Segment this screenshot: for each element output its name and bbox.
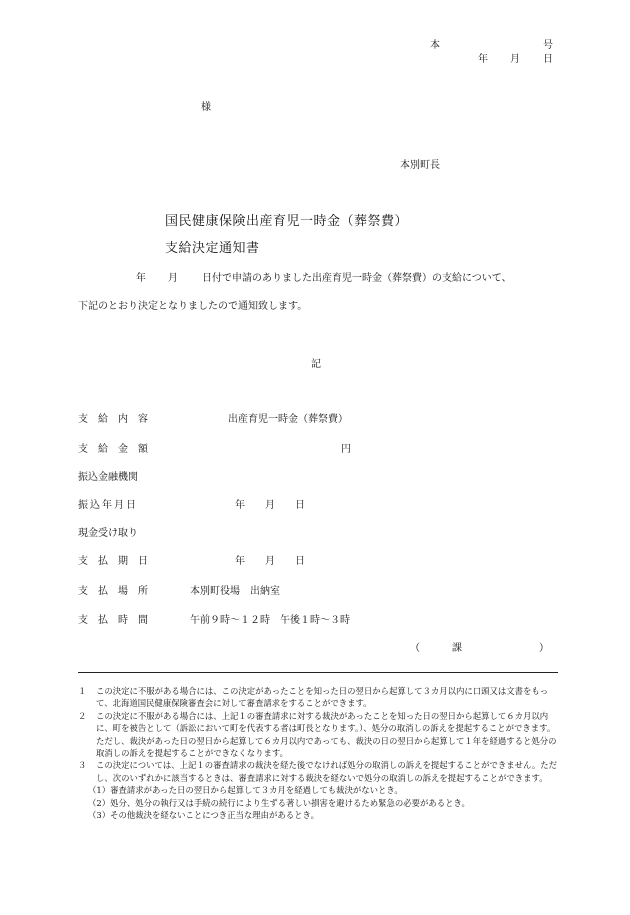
row-label-payment-due: 支 払 期 日 [78, 556, 148, 567]
document-title: 国民健康保険出産育児一時金（葬祭費） [165, 214, 409, 229]
subnote-item [78, 809, 562, 821]
date-year-label: 年 [478, 54, 488, 65]
note-item [78, 685, 562, 710]
row-label-cash: 現金受け取り [78, 528, 138, 539]
date-month-label: 月 [510, 54, 520, 65]
row-value-content: 出産育児一時金（葬祭費） [228, 414, 348, 425]
recipient-honorific: 様 [201, 102, 211, 113]
row-label-amount: 支 給 金 額 [78, 444, 148, 455]
note-number: １ [78, 686, 87, 696]
note-number: ２ [78, 710, 87, 721]
subnote-number: （3） [88, 810, 111, 821]
subnote-number: （1） [88, 785, 111, 796]
row-value-payment-place: 本別町役場 出納室 [190, 586, 280, 597]
row-value-payment-time: 午前９時～１２時 午後１時～３時 [190, 615, 350, 626]
subnote-item [78, 784, 562, 796]
subnote-text: 審査請求があった日の翌日から起算して３カ月を経過しても裁決がないとき。 [110, 785, 403, 796]
notes-section [78, 685, 562, 821]
document-number-suffix: 号 [543, 40, 553, 51]
ki-marker: 記 [311, 359, 321, 370]
sender-name: 本別町長 [400, 160, 440, 171]
subnote-text: その他裁決を経ないことにつき正当な理由があるとき。 [110, 810, 319, 821]
note-item [78, 759, 562, 784]
document-subtitle: 支給決定通知書 [165, 241, 260, 256]
subnote-item [78, 797, 562, 809]
row-value-amount: 円 [341, 444, 351, 455]
subnote-number: （2） [88, 797, 111, 808]
section-ka: 課 [452, 643, 462, 654]
row-label-payment-place: 支 払 場 所 [78, 586, 148, 597]
note-text: この決定に不服がある場合には、上記１の審査請求に対する裁決があったことを知った日の翌日から起算して６カ月以内に、町を被告として（訴訟において町を代表する者は町長となります。）、処分の取消しの訴えを提起することができます。ただし、裁決があった日の翌日から起算して６カ月以内であっても、裁決の日の翌日から起算して１年を経過すると処分の取消しの訴えを提起することができなくなります。 [96, 710, 557, 759]
intro-year: 年 [136, 273, 146, 284]
section-open-paren: （ [410, 643, 420, 654]
note-text: この決定に不服がある場合には、この決定があったことを知った日の翌日から起算して３カ月以内に口頭又は文書をもって、北海道国民健康保険審査会に対して審査請求をすることができます。 [96, 686, 549, 709]
note-text: この決定については、上記１の審査請求の裁決を経た後でなければ処分の取消しの訴えを提起することができません。ただし、次のいずれかに該当するときは、審査請求に対する裁決を経ないで処分の取消しの訴えを提起することができます。 [96, 760, 557, 783]
note-number: ３ [78, 760, 87, 771]
row-value-transfer-date: 年 月 日 [235, 500, 305, 511]
row-label-content: 支 給 内 容 [78, 414, 148, 425]
row-label-bank: 振込金融機関 [78, 472, 138, 483]
date-day-label: 日 [543, 54, 553, 65]
intro-line2: 下記のとおり決定となりましたので通知致します。 [78, 301, 308, 312]
divider-line [78, 672, 558, 673]
row-label-transfer-date: 振込年月日 [78, 500, 138, 511]
section-close-paren: ） [539, 643, 549, 654]
intro-line1: 日付で申請のありました出産育児一時金（葬祭費）の支給について、 [202, 273, 512, 284]
subnote-text: 処分、処分の執行又は手続の続行により生ずる著しい損害を避けるため緊急の必要があるとき。 [110, 797, 470, 808]
intro-month: 月 [168, 273, 178, 284]
document-number-prefix: 本 [430, 40, 440, 51]
row-value-payment-due: 年 月 日 [235, 556, 305, 567]
note-item [78, 710, 562, 760]
row-label-payment-time: 支 払 時 間 [78, 615, 148, 626]
